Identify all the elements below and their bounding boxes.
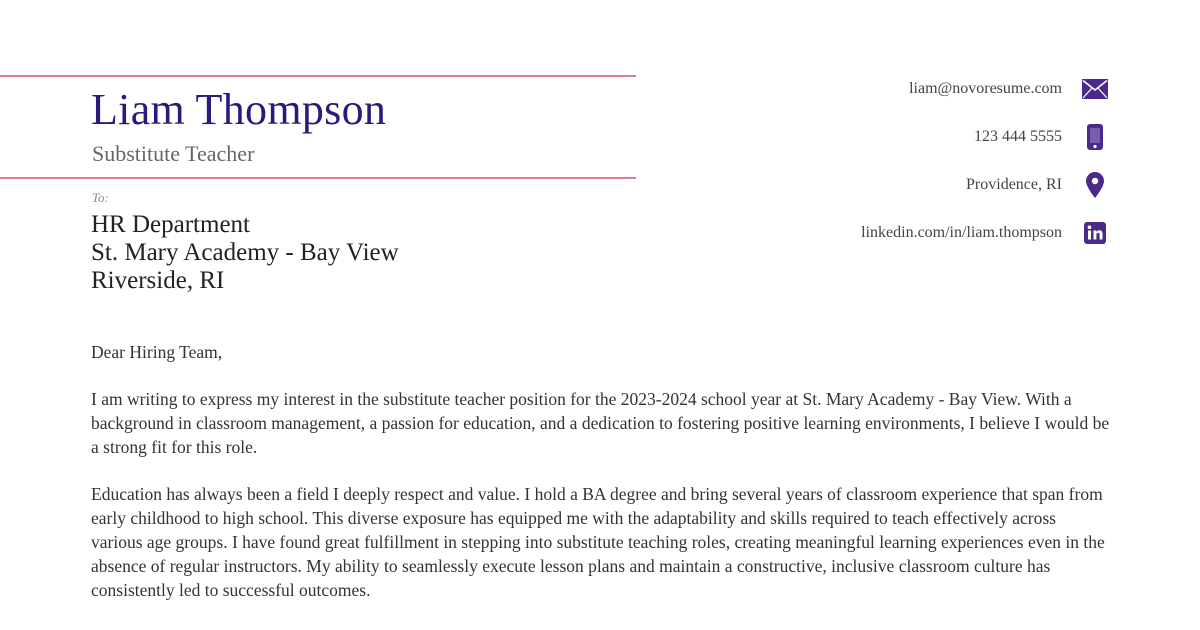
letter-paragraph-1: I am writing to express my interest in the substitute teacher position for the 2023-2024 school year at St. Mary Academy - Bay View. With a background in classroom management, a passion for education, and a dedication to fostering positive learning environments, I believe I would be a strong fit for this role. — [91, 389, 1110, 457]
contact-location[interactable] — [688, 170, 1108, 200]
contact-list — [688, 74, 1108, 266]
contact-phone[interactable] — [688, 122, 1108, 152]
contact-linkedin-text[interactable]: linkedin.com/in/liam.thompson — [861, 224, 1062, 241]
letter-body — [91, 340, 1111, 625]
recipient-department: HR Department — [91, 211, 250, 238]
contact-linkedin[interactable] — [688, 218, 1108, 248]
recipient-location: Riverside, RI — [91, 267, 225, 294]
contact-location-text[interactable]: Providence, RI — [966, 176, 1062, 193]
header-bottom-rule — [0, 177, 636, 179]
contact-phone-text[interactable]: 123 444 5555 — [974, 128, 1062, 145]
letter-paragraph-2: Education has always been a field I deeply respect and value. I hold a BA degree and bring several years of classroom experience that span from early childhood to high school. This diverse exposure has equipped me with the adaptability and skills required to teach effectively across various age groups. I have found great fulfillment in stepping into substitute teaching roles, creating meaningful learning experiences even in the absence of regular instructors. My ability to seamlessly execute lesson plans and maintain a constructive, inclusive classroom culture has consistently led to successful outcomes. — [91, 484, 1105, 600]
candidate-role: Substitute Teacher — [92, 141, 255, 166]
header-top-rule — [0, 75, 636, 77]
contact-email-text[interactable]: liam@novoresume.com — [909, 80, 1062, 97]
recipient-organization: St. Mary Academy - Bay View — [91, 239, 399, 266]
candidate-name: Liam Thompson — [91, 85, 387, 134]
linkedin-icon — [1082, 220, 1108, 246]
envelope-icon — [1082, 76, 1108, 102]
location-pin-icon — [1082, 172, 1108, 198]
phone-icon — [1082, 124, 1108, 150]
contact-email[interactable] — [688, 74, 1108, 104]
recipient-block — [91, 211, 399, 295]
letter-greeting: Dear Hiring Team, — [91, 342, 223, 362]
to-label: To: — [92, 190, 109, 205]
